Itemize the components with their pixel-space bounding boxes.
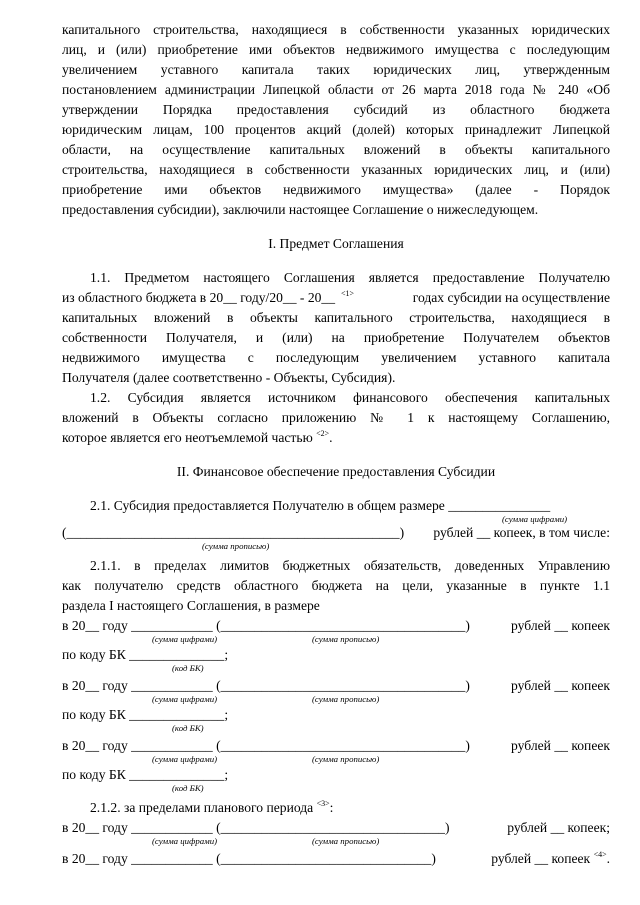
text-line: лиц, и (или) приобретение ими объектов недвижимого имущества с последующим [62, 42, 610, 57]
section-1-title: I. Предмет Соглашения [268, 236, 404, 251]
text-fragment: в 20__ году ____________ (_________________________________) [62, 820, 450, 835]
text-line: раздела I настоящего Соглашения, в размере [62, 598, 320, 613]
text-line: 1.1. Предметом настоящего Соглашения является предоставление Получателю [90, 270, 610, 285]
text-fragment: в 20__ году ____________ (_______________________________) [62, 851, 436, 866]
text-line: недвижимого имущества с последующим увеличением уставного капитала [62, 350, 610, 365]
text-line [62, 288, 610, 308]
text-fragment: рублей __ копеек [511, 738, 610, 753]
footnote-ref-1[interactable]: <1> [341, 289, 355, 298]
text-fragment: рублей __ копеек, в том числе: [433, 525, 610, 540]
field-hint: (сумма цифрами) [502, 514, 568, 524]
text-fragment: рублей __ копеек [511, 618, 610, 633]
kbk-row: по коду БК ______________; [62, 707, 229, 722]
text-fragment: : [329, 800, 334, 815]
field-hint: (сумма прописью) [202, 541, 270, 551]
text-fragment: . [329, 430, 333, 445]
text-fragment: из областного бюджета в 20__ году/20__ - 20__ [62, 290, 336, 305]
intro-paragraph [62, 20, 610, 220]
field-hint: (сумма цифрами) (сумма прописью) [152, 634, 380, 644]
text-line: строительства, находящиеся в собственности указанных юридических лиц, и (или) [62, 162, 610, 177]
document-page [62, 20, 610, 869]
clause-1-1 [62, 268, 610, 388]
text-fragment: в 20__ году ____________ (____________________________________) [62, 618, 470, 633]
section-2-title: II. Финансовое обеспечение предоставления Субсидии [176, 464, 496, 479]
year-amount-row [62, 616, 610, 636]
text-fragment: 2.1.2. за пределами планового периода [90, 800, 314, 815]
clause-2-1-2 [62, 798, 610, 869]
field-hint: (код БК) [172, 663, 204, 673]
text-line: капитальных вложений в объекты капитального строительства, находящиеся в [62, 310, 610, 325]
text-fragment: . [606, 851, 610, 866]
kbk-row: по коду БК ______________; [62, 647, 229, 662]
clause-2-1 [62, 496, 610, 554]
text-fragment: в 20__ году ____________ (____________________________________) [62, 738, 470, 753]
year-amount-row [62, 818, 610, 838]
text-line: как получателю средств областного бюджета на цели, указанные в пункте 1.1 [62, 578, 610, 593]
text-fragment: рублей __ копеек [511, 678, 610, 693]
text-line [62, 798, 610, 818]
text-line: области, на осуществление капитальных вложений в объекты капитального [62, 142, 610, 157]
text-fragment: рублей __ копеек [491, 851, 591, 866]
field-hint: (сумма цифрами) (сумма прописью) [152, 836, 380, 846]
footnote-ref-3[interactable]: <3> [316, 799, 330, 808]
clause-2-1-1 [62, 556, 610, 796]
text-line: приобретение ими объектов недвижимого имущества» (далее - Порядок [62, 182, 610, 197]
text-fragment: рублей __ копеек; [507, 820, 610, 835]
text-fragment: которое является его неотъемлемой частью [62, 430, 313, 445]
year-amount-row [62, 676, 610, 696]
text-line: 1.2. Субсидия является источником финансового обеспечения капитальных [90, 390, 610, 405]
text-line: постановлением администрации Липецкой области от 26 марта 2018 года № 240 «Об [62, 82, 610, 97]
footnote-ref-4[interactable]: <4> [593, 850, 607, 859]
field-hint: (код БК) [172, 783, 204, 793]
text-line: Получателя (далее соответственно - Объекты, Субсидия). [62, 370, 396, 385]
field-hint: (код БК) [172, 723, 204, 733]
text-fragment: (_________________________________________________) [62, 525, 405, 540]
year-amount-row [62, 849, 610, 869]
field-hint: (сумма цифрами) (сумма прописью) [152, 754, 380, 764]
year-amount-row [62, 736, 610, 756]
text-line: собственности Получателя, и (или) на приобретение Получателем объектов [62, 330, 610, 345]
text-line: 2.1.1. в пределах лимитов бюджетных обязательств, доведенных Управлению [90, 558, 610, 573]
field-hint: (сумма цифрами) (сумма прописью) [152, 694, 380, 704]
text-line: капитального строительства, находящиеся в собственности указанных юридических [62, 22, 610, 37]
text-line: утверждении Порядка предоставления субсидий из областного бюджета [62, 102, 610, 117]
text-fragment: в 20__ году ____________ (____________________________________) [62, 678, 470, 693]
text-fragment: годах субсидии на осуществление [412, 290, 610, 305]
text-line [62, 428, 610, 448]
footnote-ref-2[interactable]: <2> [316, 429, 330, 438]
text-line: предоставления субсидии), заключили настоящее Соглашение о нижеследующем. [62, 202, 539, 217]
text-line: 2.1. Субсидия предоставляется Получателю в общем размере _______________ [90, 498, 551, 513]
clause-1-2 [62, 388, 610, 448]
kbk-row: по коду БК ______________; [62, 767, 229, 782]
text-line: увеличением уставного капитала таких юридических лиц, утвержденным [62, 62, 610, 77]
text-line: вложений в Объекты согласно приложению № 1 к настоящему Соглашению, [62, 410, 610, 425]
text-line: юридическим лицам, 100 процентов акций (долей) которых принадлежит Липецкой [62, 122, 610, 137]
